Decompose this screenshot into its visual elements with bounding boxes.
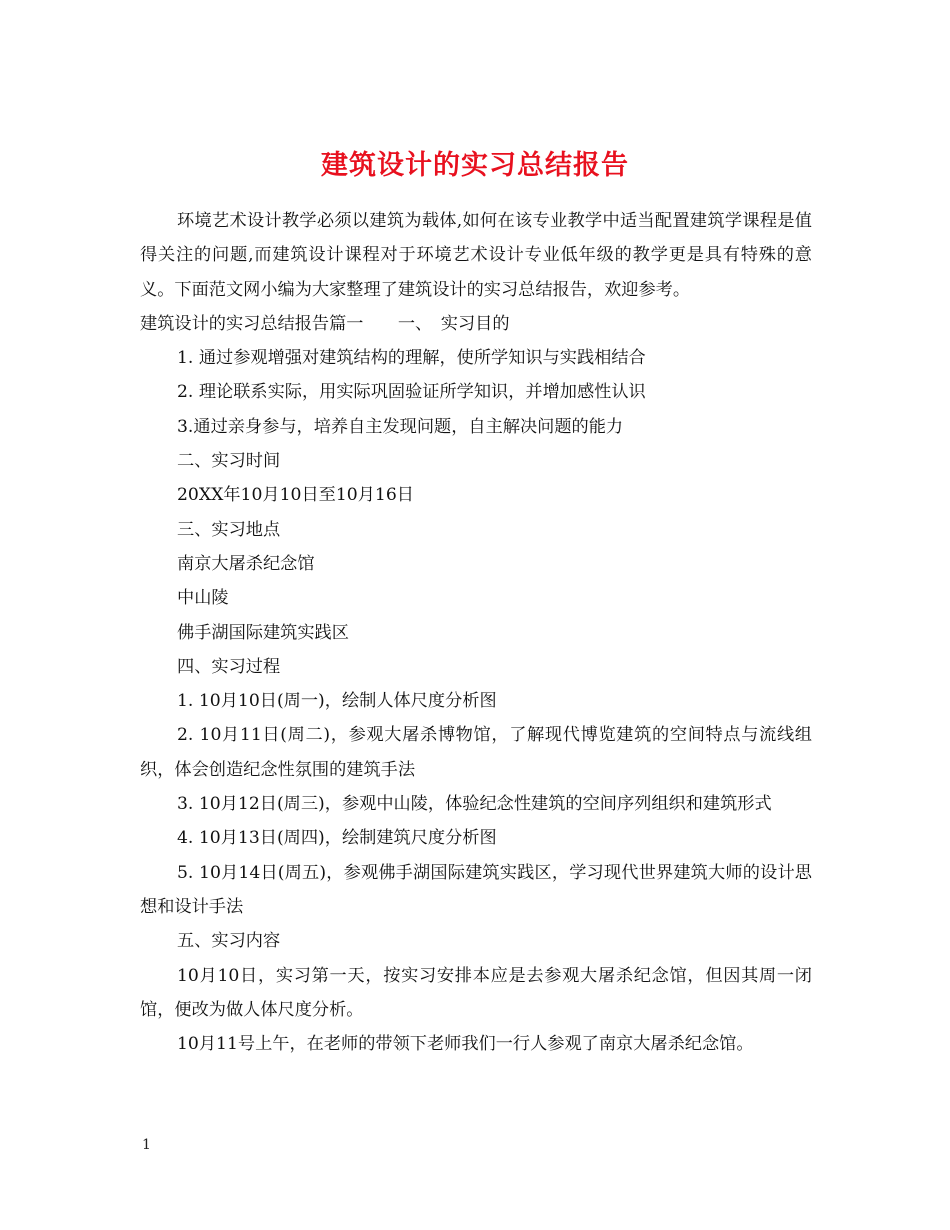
- process-item: 4. 10月13日(周四)，绘制建筑尺度分析图: [177, 828, 497, 849]
- section-heading-time: 二、实习时间: [177, 451, 281, 472]
- document-body: [140, 204, 812, 1061]
- time-value: 20XX年10月10日至10月16日: [177, 485, 414, 506]
- process-item: 2. 10月11日(周二)，参观大屠杀博物馆，了解现代博览建筑的空间特点与流线组织，体会创造纪念性氛围的建筑手法: [140, 725, 812, 780]
- content-paragraph: 10月11号上午，在老师的带领下老师我们一行人参观了南京大屠杀纪念馆。: [177, 1034, 754, 1055]
- document-title: 建筑设计的实习总结报告: [321, 150, 629, 182]
- goal-item: 2. 理论联系实际，用实际巩固验证所学知识，并增加感性认识: [177, 382, 646, 403]
- process-item: 1. 10月10日(周一)，绘制人体尺度分析图: [177, 691, 497, 712]
- section-heading-content: 五、实习内容: [177, 931, 281, 952]
- goal-item: 3.通过亲身参与，培养自主发现问题，自主解决问题的能力: [177, 416, 624, 437]
- process-item: 5. 10月14日(周五)，参观佛手湖国际建筑实践区，学习现代世界建筑大师的设计思想和设计手法: [140, 862, 812, 917]
- page-number: 1: [142, 1137, 151, 1153]
- place-item: 佛手湖国际建筑实践区: [177, 622, 349, 643]
- place-item: 南京大屠杀纪念馆: [177, 553, 315, 574]
- process-item: 3. 10月12日(周三)，参观中山陵，体验纪念性建筑的空间序列组织和建筑形式: [177, 794, 772, 815]
- intro-paragraph: 环境艺术设计教学必须以建筑为载体,如何在该专业教学中适当配置建筑学课程是值得关注的问题,而建筑设计课程对于环境艺术设计专业低年级的教学更是具有特殊的意义。下面范文网小编为大家整理了建筑设计的实习总结报告，欢迎参考。: [140, 211, 812, 300]
- section-line: 建筑设计的实习总结报告篇一 一、 实习目的: [140, 313, 510, 334]
- section-heading-place: 三、实习地点: [177, 519, 281, 540]
- place-item: 中山陵: [177, 588, 229, 609]
- section-heading-process: 四、实习过程: [177, 656, 281, 677]
- goal-item: 1. 通过参观增强对建筑结构的理解，使所学知识与实践相结合: [177, 348, 646, 369]
- content-paragraph: 10月10日，实习第一天，按实习安排本应是去参观大屠杀纪念馆，但因其周一闭馆，便改为做人体尺度分析。: [140, 965, 812, 1020]
